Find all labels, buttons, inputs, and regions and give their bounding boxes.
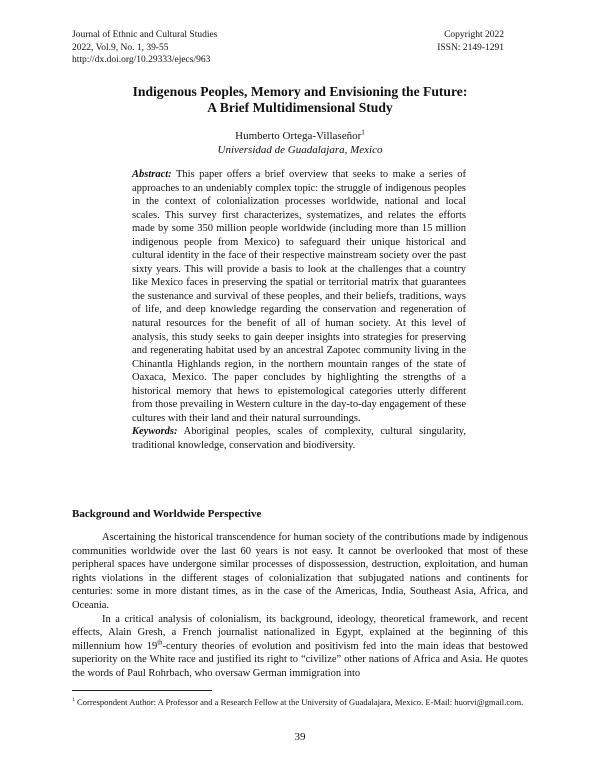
title-line-2: A Brief Multidimensional Study [207,100,393,115]
copyright-header [437,29,504,54]
keywords-label: Keywords: [132,426,178,438]
body-paragraph-1: Ascertaining the historical transcendence for human society of the contributions made by indigenous communities worldwide over the last 60 years is not easy. It cannot be overlooked that most of these peripheral spaces have undergone similar processes of dispossession, destruction, exploitation, and human rights violations in the different stages of colonialization that subjugated nations and continents for centuries: some in more distant times, as in the case of the Americas, India, Southeast Asia, Africa, and Oceania. [72,532,528,611]
para2-part-a: In a critical analysis of colonialism, its background, ideology, theoretical framework, and recent effects, Alain Gresh, a French journalist nationalized in Egypt, explained at the beginning of this millennium how 19 [72,613,528,652]
footnote-text: Correspondent Author: A Professor and a Research Fellow at the University of Guadalajara, Mexico. E-Mail: huorvi@gmail.com. [76,697,524,707]
author-footnote-mark: 1 [361,128,365,137]
page-number: 39 [294,731,306,743]
author-name [60,129,540,144]
keywords-text: Aboriginal peoples, scales of complexity, cultural singularity, traditional knowledge, conservation and biodiversity. [132,426,467,451]
journal-name: Journal of Ethnic and Cultural Studies [72,30,218,40]
issn: ISSN: 2149-1291 [437,42,504,53]
footnote-mark: 1 [72,697,75,704]
abstract-block [132,168,466,452]
journal-header [72,29,217,67]
abstract-label: Abstract: [132,169,172,180]
author-name-text: Humberto Ortega-Villaseñor [235,130,362,142]
abstract-text: This paper offers a brief overview that seeks to make a series of approaches to an undeniably complex topic: the struggle of indigenous peoples in the context of colonialization processes worldwide, national and local scales. This survey first characterizes, systematizes, and relates the efforts made by some 350 million people worldwide (including more than 15 million indigenous people from Mexico) to safeguard their unique historical and cultural identity in the face of their respective mainstream society over the past sixty years. This will provide a basis to look at the challenges that a country like Mexico faces in preserving the spatial or territorial matrix that guarantees the sustenance and survival of these peoples, and their beliefs, traditions, ways of life, and deep knowledge regarding the conservation and regeneration of natural resources for the benefit of all of human society. At this level of analysis, this study seeks to gain deeper insights into strategies for preserving and regenerating habitat used by an ancestral Zapotec community living in the Chinantla Highlands region, in the northern mountain ranges of the state of Oaxaca, Mexico. The paper concludes by highlighting the strengths of a historical memory that hews to epistemological categories utterly different from those prevailing in Western culture in the day-to-day engagement of these cultures with their land and their natural surroundings. [132,169,466,424]
body-paragraph-2 [72,613,528,681]
body-text [72,531,528,681]
copyright: Copyright 2022 [444,30,504,40]
footnote [72,697,528,708]
title-line-1: Indigenous Peoples, Memory and Envisioning the Future: [132,84,468,99]
doi-link[interactable]: http://dx.doi.org/10.29333/ejecs/963 [72,55,211,65]
abstract-paragraph [132,168,466,425]
para2-superscript: th [157,639,163,647]
paper-title [60,84,540,116]
author-affiliation: Universidad de Guadalajara, Mexico [217,144,383,156]
para2-part-b: -century theories of evolution and positivism fed into the main ideas that bestowed superiority on the White race and justified its right to “civilize” other nations of Africa and Asia. He quotes the words of Paul Rohrbach, who oversaw German immigration into [72,640,528,679]
section-heading: Background and Worldwide Perspective [72,508,262,520]
footnote-divider [72,690,212,691]
keywords-paragraph [132,425,466,452]
journal-volume: 2022, Vol.9, No. 1, 39-55 [72,42,169,53]
